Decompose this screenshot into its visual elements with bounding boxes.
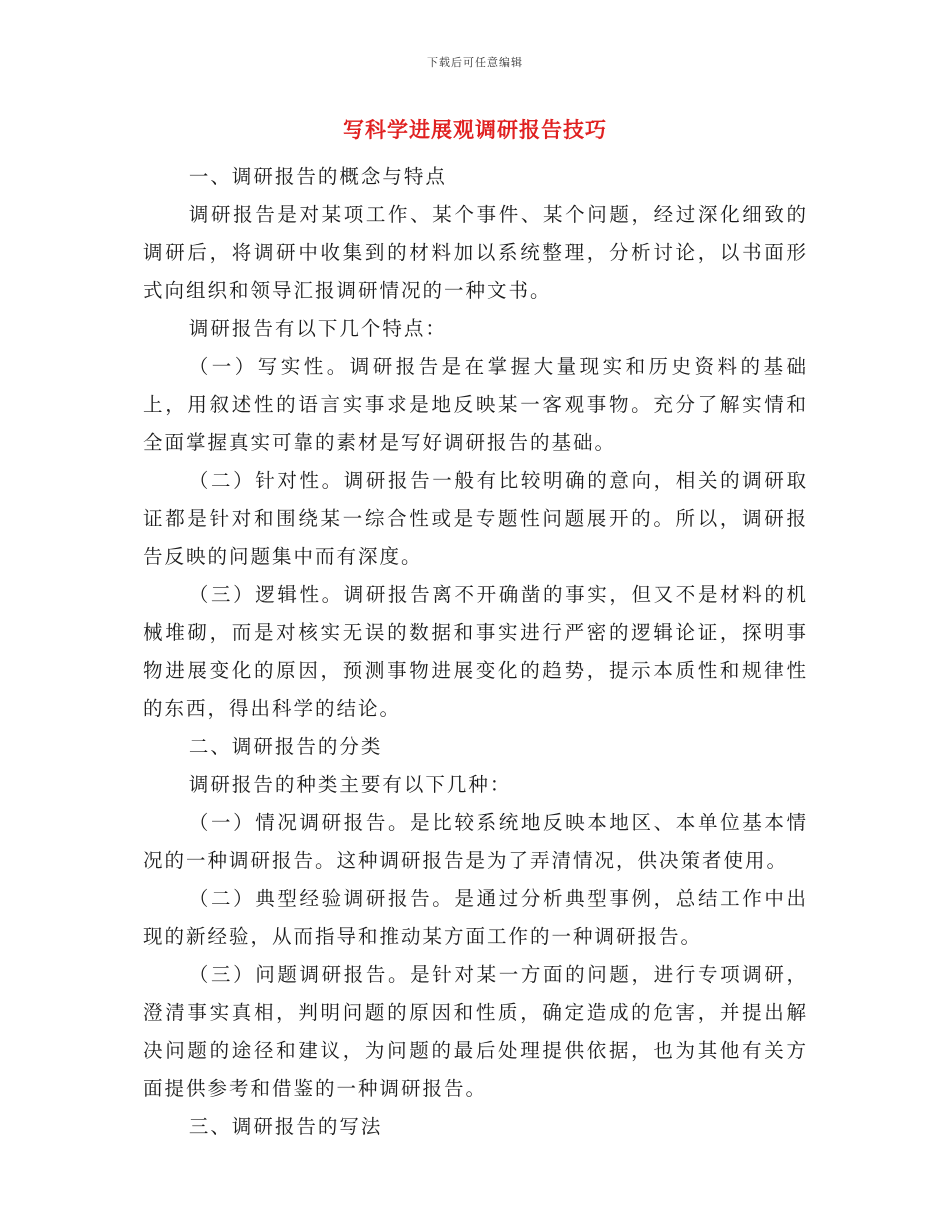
paragraph: （一）写实性。调研报告是在掌握大量现实和历史资料的基础上，用叙述性的语言实事求是地反映某一客观事物。充分了解实情和全面掌握真实可靠的素材是写好调研报告的基础。 xyxy=(143,355,808,454)
paragraph: （一）情况调研报告。是比较系统地反映本地区、本单位基本情况的一种调研报告。这种调研报告是为了弄清情况，供决策者使用。 xyxy=(143,811,808,872)
section-heading-1: 一、调研报告的概念与特点 xyxy=(188,165,447,188)
paragraph: （三）问题调研报告。是针对某一方面的问题，进行专项调研，澄清事实真相，判明问题的原因和性质，确定造成的危害，并提出解决问题的途径和建议，为问题的最后处理提供依据，也为其他有关方面提供参考和借鉴的一种调研报告。 xyxy=(143,963,808,1100)
document-body xyxy=(143,158,808,1146)
paragraph: （二）针对性。调研报告一般有比较明确的意向，相关的调研取证都是针对和围绕某一综合性或是专题性问题展开的。所以，调研报告反映的问题集中而有深度。 xyxy=(143,469,808,568)
header-note: 下载后可任意编辑 xyxy=(427,56,523,69)
document-title: 写科学进展观调研报告技巧 xyxy=(343,117,607,142)
paragraph: （二）典型经验调研报告。是通过分析典型事例，总结工作中出现的新经验，从而指导和推动某方面工作的一种调研报告。 xyxy=(143,887,808,948)
paragraph: 调研报告是对某项工作、某个事件、某个问题，经过深化细致的调研后，将调研中收集到的材料加以系统整理，分析讨论，以书面形式向组织和领导汇报调研情况的一种文书。 xyxy=(143,203,808,302)
section-heading-3: 三、调研报告的写法 xyxy=(188,1115,383,1138)
section-heading-2: 二、调研报告的分类 xyxy=(188,735,383,758)
paragraph: （三）逻辑性。调研报告离不开确凿的事实，但又不是材料的机械堆砌，而是对核实无误的数据和事实进行严密的逻辑论证，探明事物进展变化的原因，预测事物进展变化的趋势，提示本质性和规律性的东西，得出科学的结论。 xyxy=(143,583,808,720)
paragraph: 调研报告有以下几个特点： xyxy=(188,317,447,340)
paragraph: 调研报告的种类主要有以下几种： xyxy=(188,773,512,796)
